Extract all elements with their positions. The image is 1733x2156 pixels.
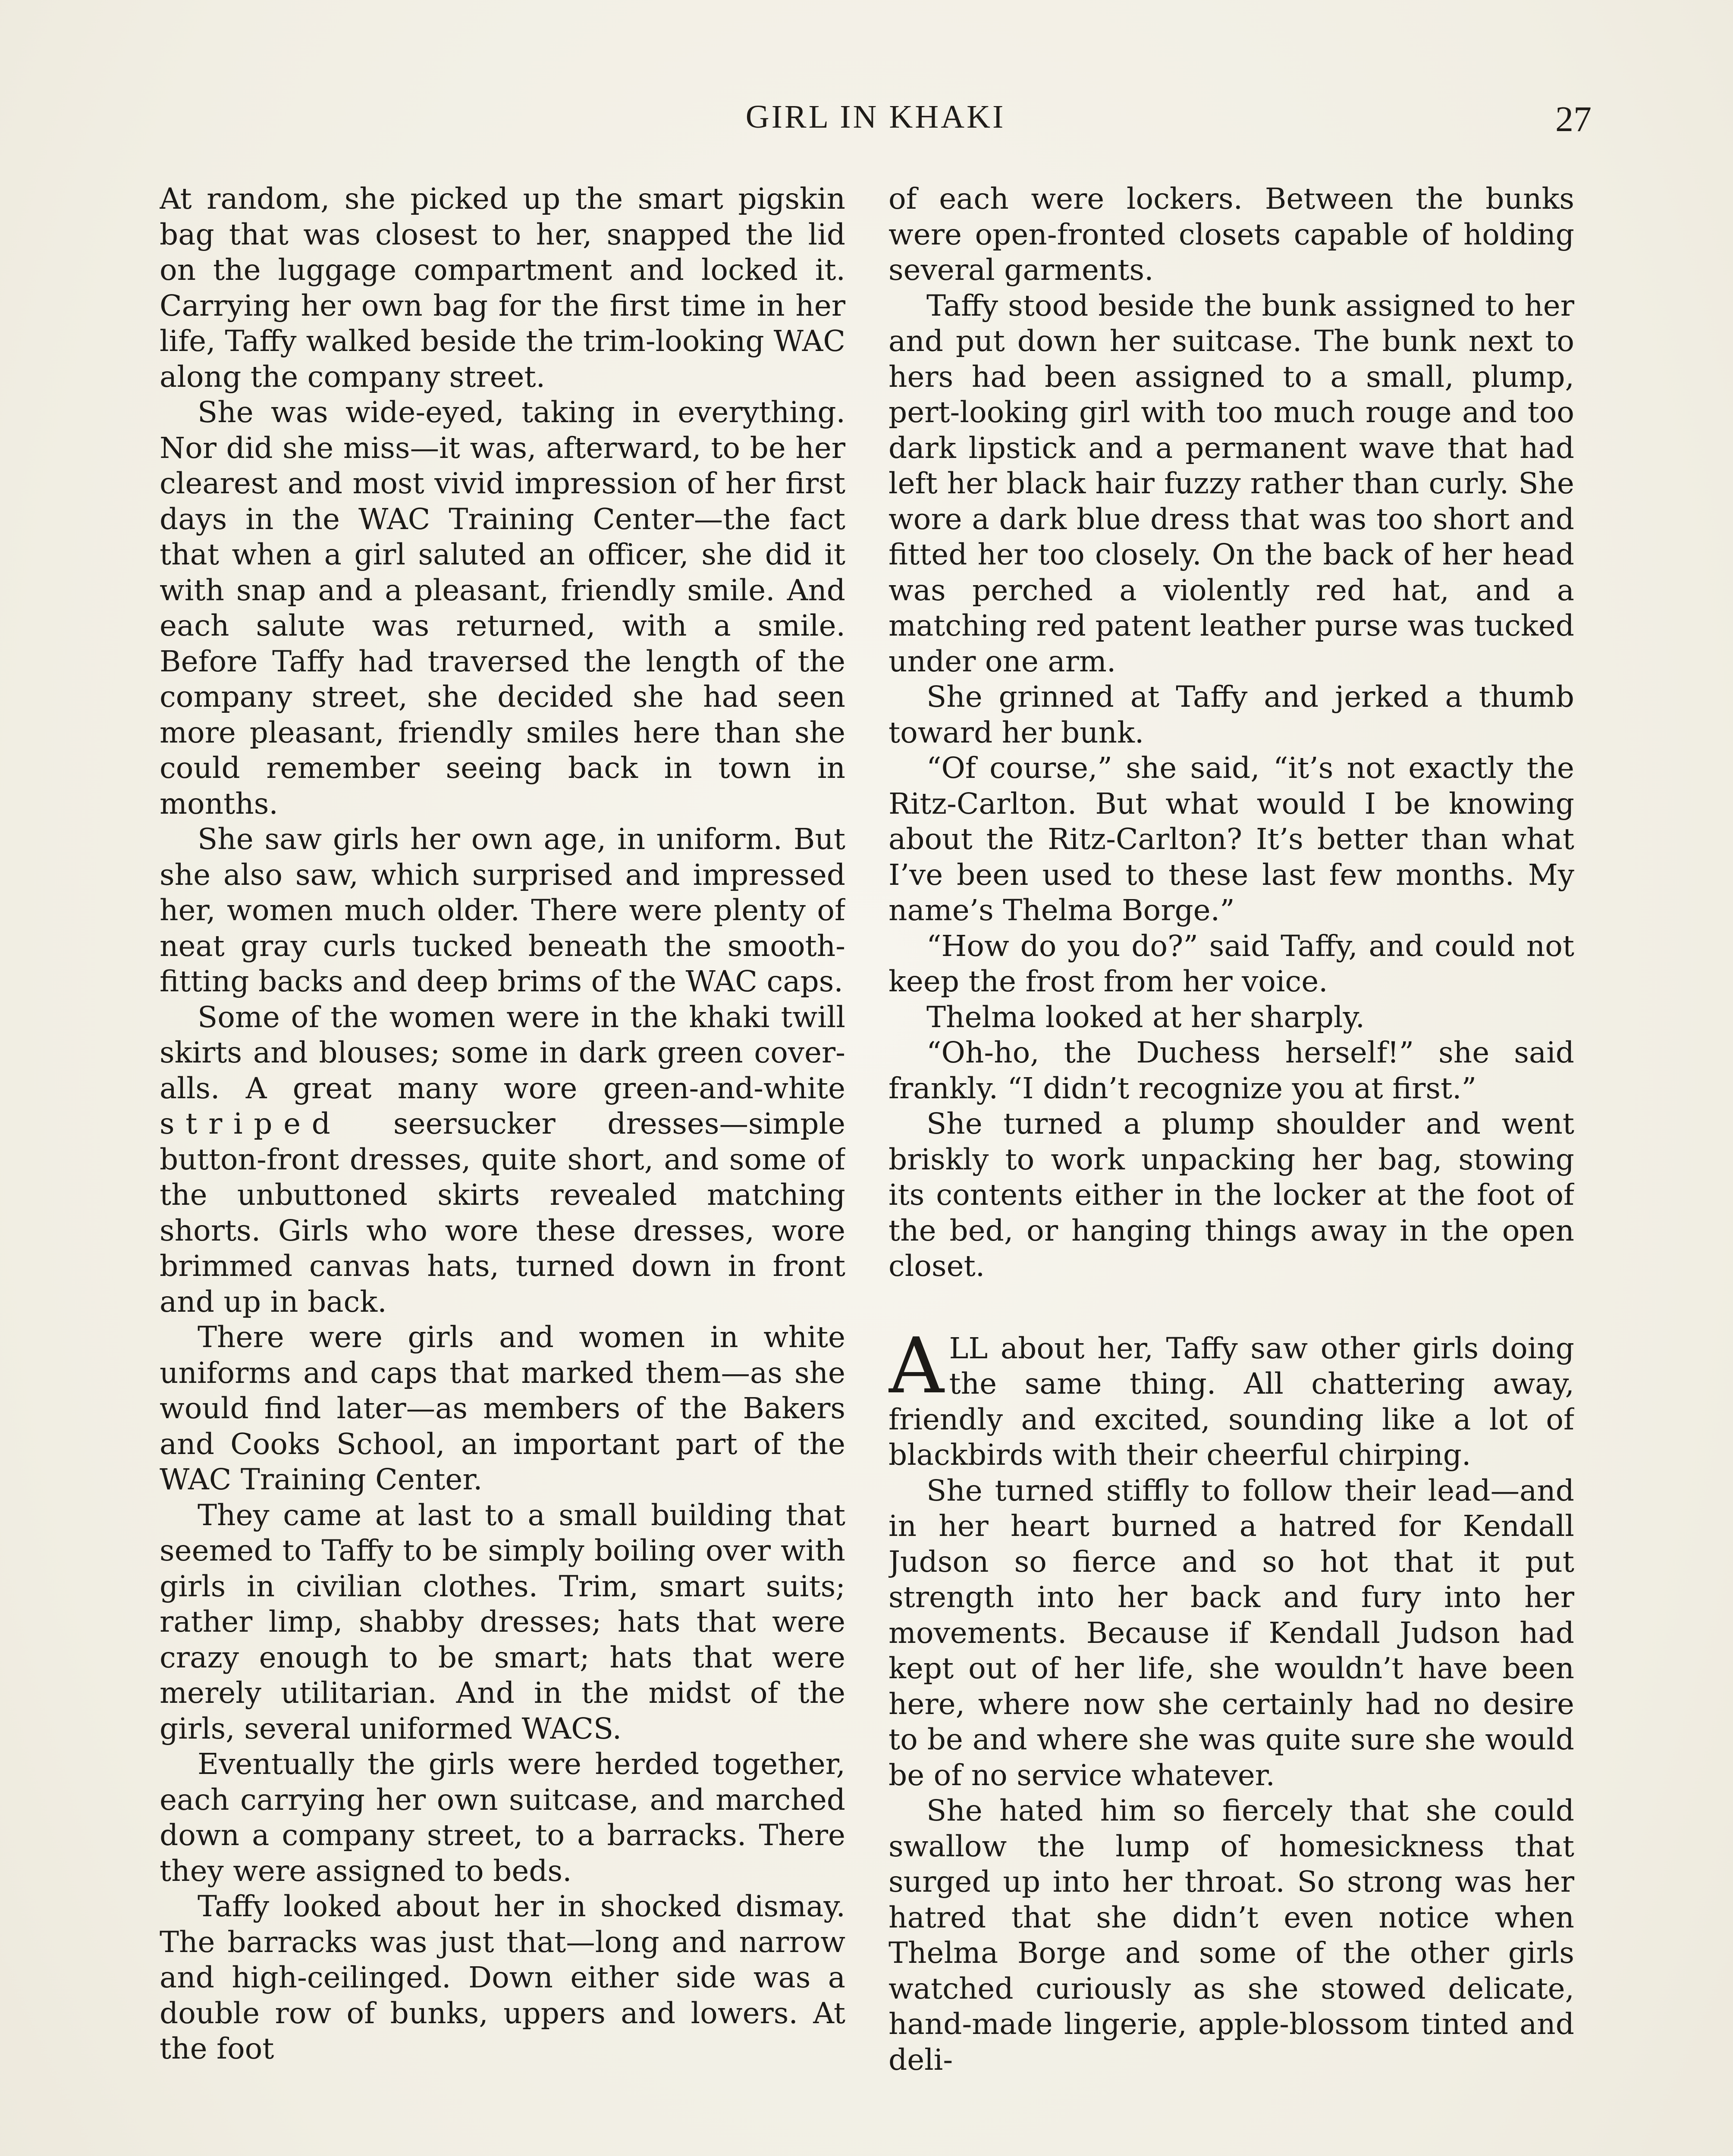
paragraph: She turned stiffly to follow their lead—and in her heart burned a hatred for Kendall Judson so fierce and so hot that it put strength into her back and fury into her movements. Because if Kendall Judson had kept out of her life, she wouldn’t have been here, where now she certainly had no desire to be and where she was quite sure she would be of no service whatever.: [888, 1473, 1574, 1792]
paragraph: There were girls and women in white uniforms and caps that marked them—as she would find later—as members of the Bakers and Cooks School, an important part of the WAC Training Center.: [160, 1320, 845, 1496]
paragraph: Eventually the girls were herded together, each carrying her own suitcase, and marched down a company street, to a barracks. There they were assigned to beds.: [160, 1747, 845, 1888]
paragraph: Thelma looked at her sharply.: [926, 1000, 1365, 1034]
paragraph: She grinned at Taffy and jerked a thumb toward her bunk.: [888, 680, 1574, 749]
page-header: [160, 98, 1592, 146]
running-head: GIRL IN KHAKI: [745, 99, 1006, 135]
paragraph: She turned a plump shoulder and went briskly to work unpacking her bag, stowing its contents either in the locker at the foot of the bed, or hanging things away in the open closet.: [888, 1106, 1574, 1283]
paragraph: They came at last to a small building that seemed to Taffy to be simply boiling over with girls in civilian clothes. Trim, smart suits; rather limp, shabby dresses; hats that were crazy enough to be smart; hats that were merely utilitarian. And in the midst of the girls, several uniformed WACS.: [160, 1498, 845, 1745]
letterspaced-word: striped: [160, 1106, 342, 1141]
page-number: 27: [1555, 99, 1592, 139]
paragraph: [160, 1000, 845, 1320]
paragraph: “Oh-ho, the Duchess herself!” she said frankly. “I didn’t recognize you at first.”: [888, 1035, 1574, 1105]
paragraph: She was wide-eyed, taking in everything. Nor did she miss—it was, afterward, to be her clearest and most vivid impression of her first days in the WAC Training Center—the fact that when a girl saluted an officer, she did it with snap and a pleasant, friendly smile. And each salute was returned, with a smile. Before Taffy had traversed the length of the company street, she decided she had seen more pleasant, friendly smiles here than she could remember seeing back in town in months.: [160, 395, 845, 821]
left-column: [160, 181, 845, 2156]
right-column: [888, 181, 1574, 2156]
text-run: Some of the women were in the khaki twill skirts and blouses; some in dark green cover-alls. A great many wore green-and-white: [160, 1000, 845, 1105]
text-run: seersucker dresses—simple button-front dresses, quite short, and some of the unbuttoned skirts revealed matching shorts. Girls who wore these dresses, wore brimmed canvas hats, turned down in front and up in back.: [160, 1106, 845, 1319]
paragraph: Taffy looked about her in shocked dismay. The barracks was just that—long and narrow and high-ceilinged. Down either side was a double row of bunks, uppers and lowers. At the foot: [160, 1889, 845, 2065]
paragraph: “How do you do?” said Taffy, and could not keep the frost from her voice.: [888, 928, 1574, 998]
drop-cap: A: [888, 1321, 944, 1410]
section-opening-paragraph: [888, 1321, 1574, 1473]
paragraph: Taffy stood beside the bunk assigned to her and put down her suitcase. The bunk next to hers had been assigned to a small, plump, pert-looking girl with too much rouge and too dark lipstick and a permanent wave that had left her black hair fuzzy rather than curly. She wore a dark blue dress that was too short and fitted her too closely. On the back of her head was perched a violently red hat, and a matching red patent leather purse was tucked under one arm.: [888, 288, 1574, 678]
paragraph: At random, she picked up the smart pigskin bag that was closest to her, snapped the lid on the luggage compartment and locked it. Carrying her own bag for the first time in her life, Taffy walked beside the trim-looking WAC along the company street.: [160, 182, 845, 394]
paragraph: of each were lockers. Between the bunks were open-fronted closets capable of holding several garments.: [888, 182, 1574, 287]
paragraph: She saw girls her own age, in uniform. But she also saw, which surprised and impressed her, women much older. There were plenty of neat gray curls tucked beneath the smooth-fitting backs and deep brims of the WAC caps.: [160, 822, 845, 998]
paragraph: She hated him so fiercely that she could swallow the lump of homesickness that surged up into her throat. So strong was her hatred that she didn’t even notice when Thelma Borge and some of the other girls watched curiously as she stowed delicate, hand-made lingerie, apple-blossom tinted and deli-: [888, 1793, 1574, 2077]
text-run: LL about her, Taffy saw other girls doing the same thing. All chattering away, friendly and excited, sounding like a lot of blackbirds with their cheerful chirping.: [888, 1331, 1574, 1472]
paragraph: “Of course,” she said, “it’s not exactly the Ritz-Carlton. But what would I be knowing about the Ritz-Carlton? It’s better than what I’ve been used to these last few months. My name’s Thelma Borge.”: [888, 751, 1574, 927]
